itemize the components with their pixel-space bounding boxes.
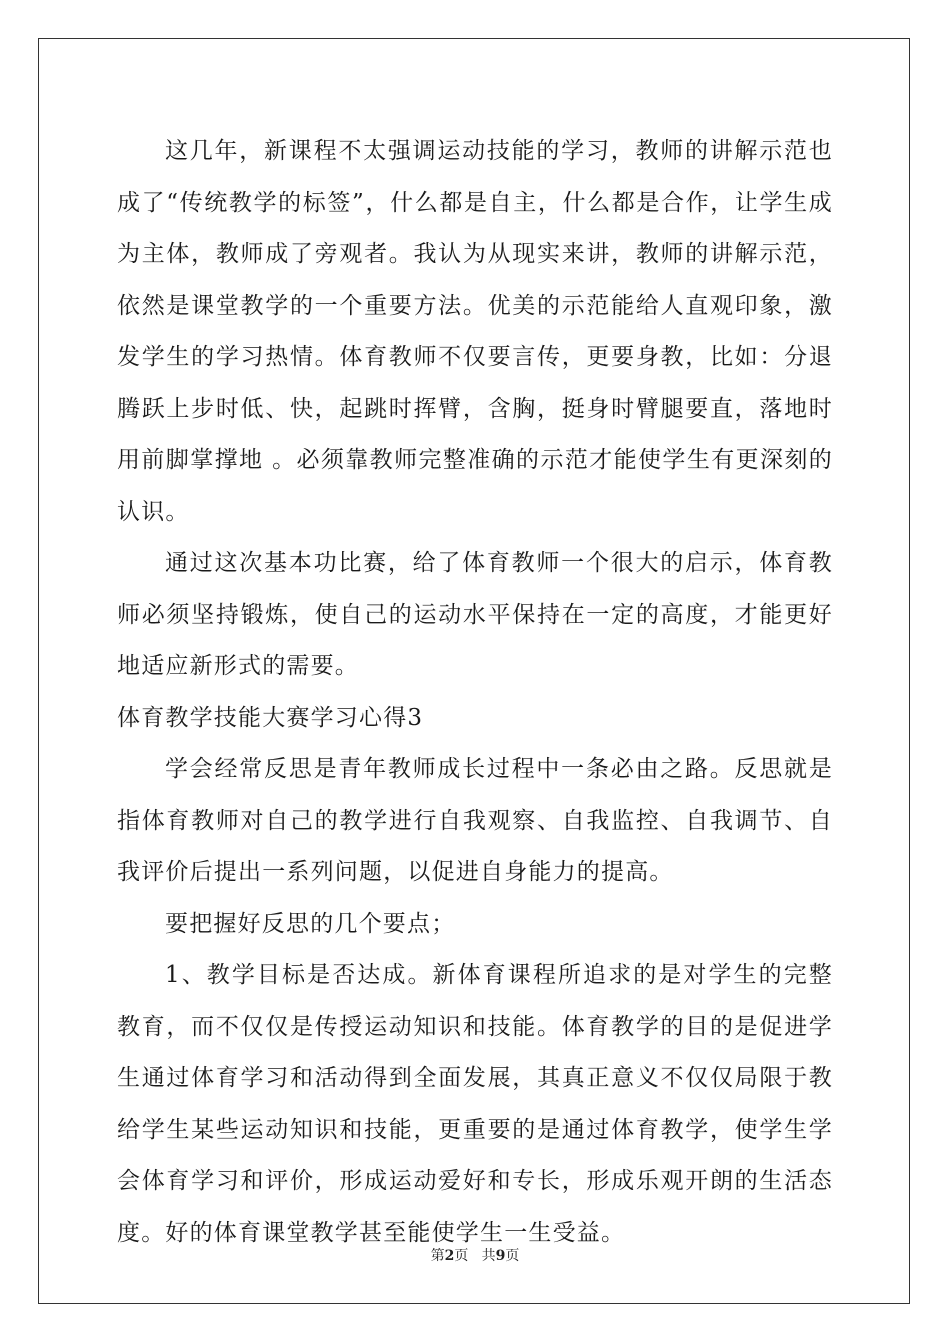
- page-suffix: 页: [454, 1248, 469, 1264]
- page-prefix: 第: [430, 1248, 445, 1264]
- paragraph: 这几年，新课程不太强调运动技能的学习，教师的讲解示范也成了“传统教学的标签”，什么都是自主，什么都是合作，让学生成为主体，教师成了旁观者。我认为从现实来讲，教师的讲解示范，依然是课堂教学的一个重要方法。优美的示范能给人直观印象，激发学生的学习热情。体育教师不仅要言传，更要身教，比如：分退腾跃上步时低、快，起跳时挥臂，含胸，挺身时臂腿要直，落地时用前脚掌撑地 。必须靠教师完整准确的示范才能使学生有更深刻的认识。: [117, 138, 833, 525]
- paragraph: 通过这次基本功比赛，给了体育教师一个很大的启示，体育教师必须坚持锻炼，使自己的运动水平保持在一定的高度，才能更好地适应新形式的需要。: [117, 550, 833, 679]
- paragraph: 学会经常反思是青年教师成长过程中一条必由之路。反思就是指体育教师对自己的教学进行自我观察、自我监控、自我调节、自我评价后提出一系列问题，以促进自身能力的提高。: [117, 756, 833, 885]
- total-prefix: 共: [481, 1248, 496, 1264]
- page-footer: [0, 1246, 950, 1266]
- page-total: 9: [495, 1248, 506, 1264]
- total-suffix: 页: [505, 1248, 520, 1264]
- paragraph: 要把握好反思的几个要点；: [165, 910, 456, 937]
- section-heading: 体育教学技能大赛学习心得3: [117, 704, 424, 731]
- paragraph: 1、教学目标是否达成。新体育课程所追求的是对学生的完整教育，而不仅仅是传授运动知识和技能。体育教学的目的是促进学生通过体育学习和活动得到全面发展，其真正意义不仅仅局限于教给学生某些运动知识和技能，更重要的是通过体育教学，使学生学会体育学习和评价，形成运动爱好和专长，形成乐观开朗的生活态度。好的体育课堂教学甚至能使学生一生受益。: [117, 962, 833, 1246]
- page-current: 2: [444, 1248, 455, 1264]
- document-body: [117, 126, 833, 1259]
